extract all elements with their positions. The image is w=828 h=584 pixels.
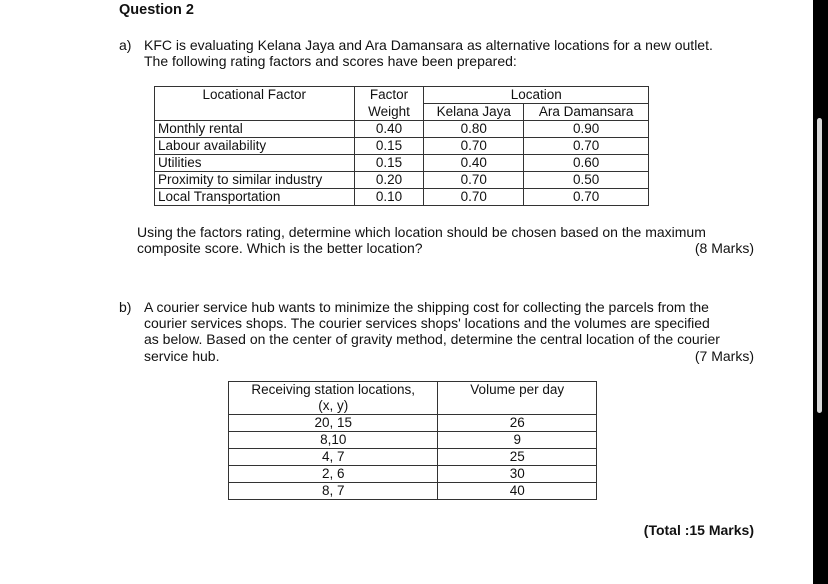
weight-cell: 0.40 — [354, 121, 424, 138]
table-row — [155, 155, 649, 172]
location-cell: 20, 15 — [229, 415, 438, 432]
header-station-locations: Receiving station locations, — [229, 382, 438, 399]
ara-damansara-score: 0.90 — [524, 121, 649, 138]
kelana-jaya-score: 0.70 — [424, 172, 524, 189]
table-row — [155, 121, 649, 138]
part-b-label: b) — [119, 299, 132, 315]
ara-damansara-score: 0.60 — [524, 155, 649, 172]
table-row — [229, 449, 597, 466]
table-row — [229, 415, 597, 432]
total-marks: (Total :15 Marks) — [643, 522, 754, 538]
volume-cell: 25 — [438, 449, 597, 466]
table-row — [155, 189, 649, 206]
volume-cell: 30 — [438, 466, 597, 483]
rating-factors-table — [154, 86, 649, 206]
part-a-label: a) — [119, 37, 132, 53]
volume-cell: 9 — [438, 432, 597, 449]
factor-cell: Labour availability — [155, 138, 355, 155]
volume-cell: 40 — [438, 483, 597, 500]
ara-damansara-score: 0.70 — [524, 138, 649, 155]
courier-stations-table — [228, 381, 597, 500]
part-b-marks: (7 Marks) — [694, 348, 754, 364]
part-a-intro-line1: KFC is evaluating Kelana Jaya and Ara Damansara as alternative locations for a new outlet. — [144, 37, 713, 53]
factor-cell: Utilities — [155, 155, 355, 172]
part-b-line4: service hub. — [144, 348, 220, 364]
ara-damansara-score: 0.50 — [524, 172, 649, 189]
header-factor-weight-1: Factor — [354, 87, 424, 104]
part-b-line3: as below. Based on the center of gravity method, determine the central location of the courier — [144, 331, 720, 347]
location-cell: 2, 6 — [229, 466, 438, 483]
part-a-intro-line2: The following rating factors and scores have been prepared: — [144, 53, 517, 69]
kelana-jaya-score: 0.70 — [424, 138, 524, 155]
table-row — [229, 466, 597, 483]
header-kelana-jaya: Kelana Jaya — [424, 104, 524, 121]
location-cell: 8, 7 — [229, 483, 438, 500]
part-a-marks: (8 Marks) — [694, 240, 754, 256]
weight-cell: 0.15 — [354, 155, 424, 172]
table-row — [155, 138, 649, 155]
table-row — [229, 432, 597, 449]
kelana-jaya-score: 0.70 — [424, 189, 524, 206]
kelana-jaya-score: 0.80 — [424, 121, 524, 138]
header-xy: (x, y) — [229, 398, 438, 415]
kelana-jaya-score: 0.40 — [424, 155, 524, 172]
location-cell: 8,10 — [229, 432, 438, 449]
part-b-line1: A courier service hub wants to minimize the shipping cost for collecting the parcels from the — [144, 299, 709, 315]
header-factor-weight-2: Weight — [354, 104, 424, 121]
weight-cell: 0.15 — [354, 138, 424, 155]
location-cell: 4, 7 — [229, 449, 438, 466]
question-title: Question 2 — [119, 2, 194, 18]
factor-cell: Proximity to similar industry — [155, 172, 355, 189]
volume-cell: 26 — [438, 415, 597, 432]
weight-cell: 0.10 — [354, 189, 424, 206]
factor-cell: Monthly rental — [155, 121, 355, 138]
part-a-question-line2: composite score. Which is the better location? — [137, 240, 423, 256]
part-a-question-line1: Using the factors rating, determine which location should be chosen based on the maximum — [137, 224, 706, 240]
factor-cell: Local Transportation — [155, 189, 355, 206]
part-b-line2: courier services shops. The courier services shops' locations and the volumes are specified — [144, 315, 710, 331]
table-row — [155, 172, 649, 189]
header-location: Location — [424, 87, 649, 104]
header-volume-per-day: Volume per day — [438, 382, 597, 415]
scrollbar[interactable] — [817, 118, 822, 413]
ara-damansara-score: 0.70 — [524, 189, 649, 206]
weight-cell: 0.20 — [354, 172, 424, 189]
header-locational-factor: Locational Factor — [155, 87, 355, 121]
table-row — [229, 483, 597, 500]
header-ara-damansara: Ara Damansara — [524, 104, 649, 121]
